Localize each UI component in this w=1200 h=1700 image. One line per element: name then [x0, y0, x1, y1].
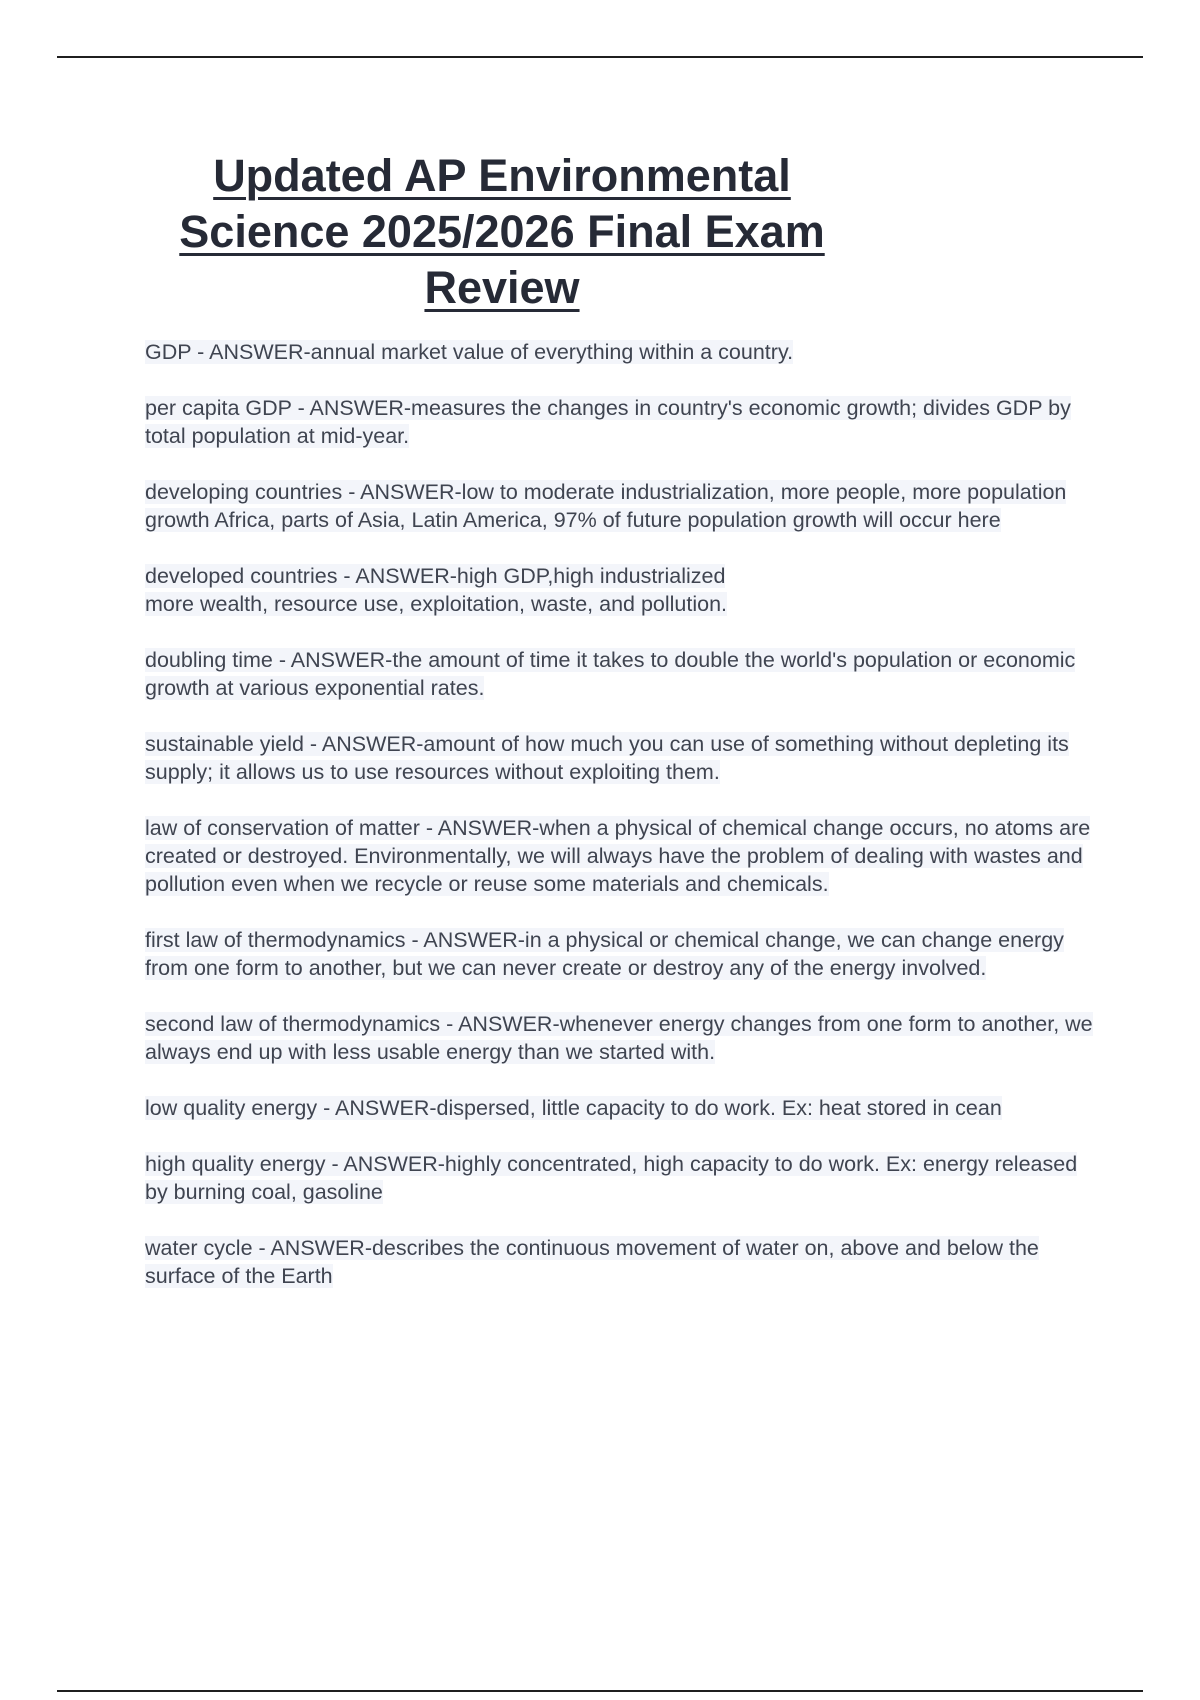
list-item [145, 926, 1105, 982]
entry-text: per capita GDP - ANSWER-measures the changes in country's economic growth; divides GDP by total population at mid-year. [145, 396, 1071, 448]
list-item [145, 562, 1105, 618]
list-item [145, 338, 1105, 366]
entry-text: second law of thermodynamics - ANSWER-whenever energy changes from one form to another, we always end up with less usable energy than we started with. [145, 1012, 1093, 1064]
entry-text: law of conservation of matter - ANSWER-when a physical of chemical change occurs, no atoms are created or destroyed. Environmentally, we will always have the problem of dealing with wastes and pollution even when we recycle or reuse some materials and chemicals. [145, 816, 1091, 896]
list-item [145, 814, 1105, 898]
list-item [145, 394, 1105, 450]
list-item [145, 1094, 1105, 1122]
entry-text: GDP - ANSWER-annual market value of everything within a country. [145, 340, 794, 364]
entry-text-line-1: developed countries - ANSWER-high GDP,high industrialized [145, 564, 726, 588]
entry-text: low quality energy - ANSWER-dispersed, little capacity to do work. Ex: heat stored in cean [145, 1096, 1002, 1120]
top-divider [57, 56, 1143, 58]
entry-text: doubling time - ANSWER-the amount of time it takes to double the world's population or economic growth at various exponential rates. [145, 648, 1076, 700]
entry-text: developing countries - ANSWER-low to moderate industrialization, more people, more population growth Africa, parts of Asia, Latin America, 97% of future population growth will occur here [145, 480, 1067, 532]
list-item [145, 478, 1105, 534]
entry-text: sustainable yield - ANSWER-amount of how much you can use of something without depleting its supply; it allows us to use resources without exploiting them. [145, 732, 1069, 784]
bottom-divider [57, 1690, 1143, 1692]
entry-text: high quality energy - ANSWER-highly concentrated, high capacity to do work. Ex: energy released by burning coal, gasoline [145, 1152, 1078, 1204]
qa-list [145, 338, 1105, 1318]
page-title: Updated AP Environmental Science 2025/2026 Final Exam Review [179, 150, 825, 313]
list-item [145, 1010, 1105, 1066]
entry-text-line-2: more wealth, resource use, exploitation, waste, and pollution. [145, 592, 728, 616]
list-item [145, 730, 1105, 786]
list-item [145, 1150, 1105, 1206]
entry-text: water cycle - ANSWER-describes the continuous movement of water on, above and below the surface of the Earth [145, 1236, 1039, 1288]
list-item [145, 646, 1105, 702]
list-item [145, 1234, 1105, 1290]
entry-text: first law of thermodynamics - ANSWER-in a physical or chemical change, we can change energy from one form to another, but we can never create or destroy any of the energy involved. [145, 928, 1064, 980]
